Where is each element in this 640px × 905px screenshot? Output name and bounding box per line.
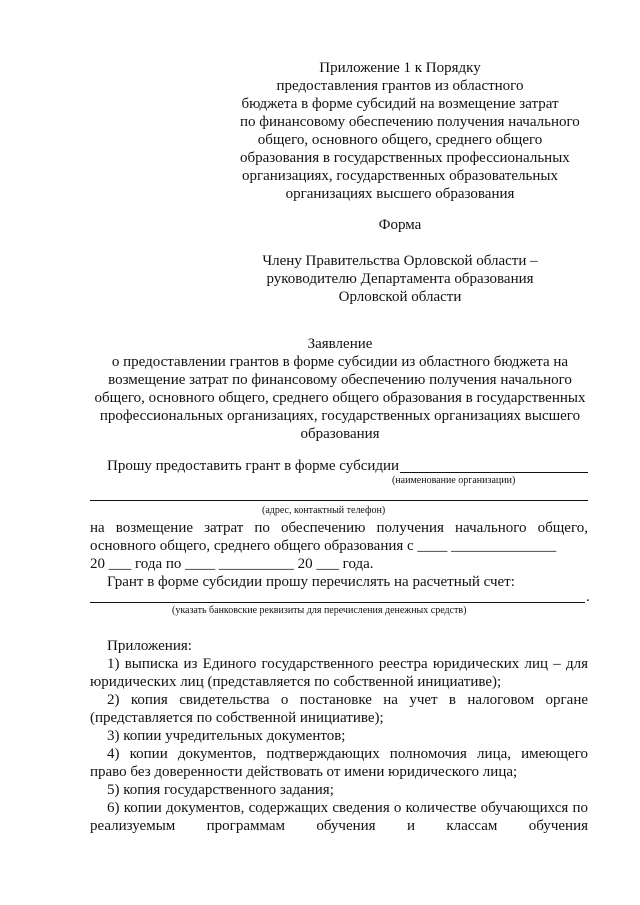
document-title: Заявление [307, 336, 373, 352]
subtitle-line: образования [300, 426, 380, 442]
request-text: Прошу предоставить грант в форме субсидии [107, 458, 400, 474]
subtitle-line: о предоставлении грантов в форме субсидии из областного бюджета на [111, 354, 569, 370]
attachment-item: право без доверенности действовать от имени юридического лица; [90, 764, 518, 780]
form-label: Форма [378, 217, 422, 233]
organization-name-field[interactable] [400, 472, 588, 473]
addressee-line: Орловской области [338, 289, 462, 305]
subtitle-line: общего, основного общего, среднего общего образования в государственных [94, 390, 586, 406]
appendix-header-line: организациях высшего образования [285, 186, 515, 202]
attachment-item: 4) копии документов, подтверждающих полномочия лица, имеющего [107, 746, 588, 762]
purpose-line: 20 ___ года по ____ __________ 20 ___ года. [90, 556, 374, 572]
bank-details-period: . [586, 589, 590, 605]
subtitle-line: профессиональных организациях, государственных организациях высшего [99, 408, 581, 424]
appendix-header-line: общего, основного общего, среднего общего [257, 132, 543, 148]
attachment-item: 5) копия государственного задания; [107, 782, 334, 798]
appendix-header-line: по финансовому обеспечению получения начального [240, 114, 580, 130]
address-hint: (адрес, контактный телефон) [262, 505, 386, 516]
attachment-item: 6) копии документов, содержащих сведения о количестве обучающихся по [107, 800, 588, 816]
attachment-item: (представляется по собственной инициативе); [90, 710, 384, 726]
addressee-line: руководителю Департамента образования [266, 271, 534, 287]
addressee-line: Члену Правительства Орловской области – [262, 253, 538, 269]
attachments-title: Приложения: [107, 638, 192, 654]
transfer-text: Грант в форме субсидии прошу перечислять на расчетный счет: [107, 574, 515, 590]
purpose-line: на возмещение затрат по обеспечению получения начального общего, [90, 520, 588, 536]
attachment-item: реализуемым программам обучения и классам обучения [90, 818, 588, 834]
bank-details-field[interactable] [90, 602, 585, 603]
appendix-header-line: бюджета в форме субсидий на возмещение затрат [241, 96, 559, 112]
attachment-item: 1) выписка из Единого государственного реестра юридических лиц – для [107, 656, 588, 672]
appendix-header-line: предоставления грантов из областного [276, 78, 524, 94]
appendix-header-line: образования в государственных профессиональных [240, 150, 570, 166]
appendix-header-line: организациях, государственных образовательных [241, 168, 559, 184]
attachment-item: юридических лиц (представляется по собственной инициативе); [90, 674, 502, 690]
subtitle-line: возмещение затрат по финансовому обеспечению получения начального [108, 372, 572, 388]
appendix-header-line: Приложение 1 к Порядку [319, 60, 481, 76]
organization-name-hint: (наименование организации) [392, 475, 516, 486]
bank-details-hint: (указать банковские реквизиты для перечисления денежных средств) [172, 605, 467, 616]
attachment-item: 2) копия свидетельства о постановке на учет в налоговом органе [107, 692, 588, 708]
address-field[interactable] [90, 500, 588, 501]
purpose-line: основного общего, среднего общего образования с ____ ______________ [90, 538, 557, 554]
attachment-item: 3) копии учредительных документов; [107, 728, 346, 744]
